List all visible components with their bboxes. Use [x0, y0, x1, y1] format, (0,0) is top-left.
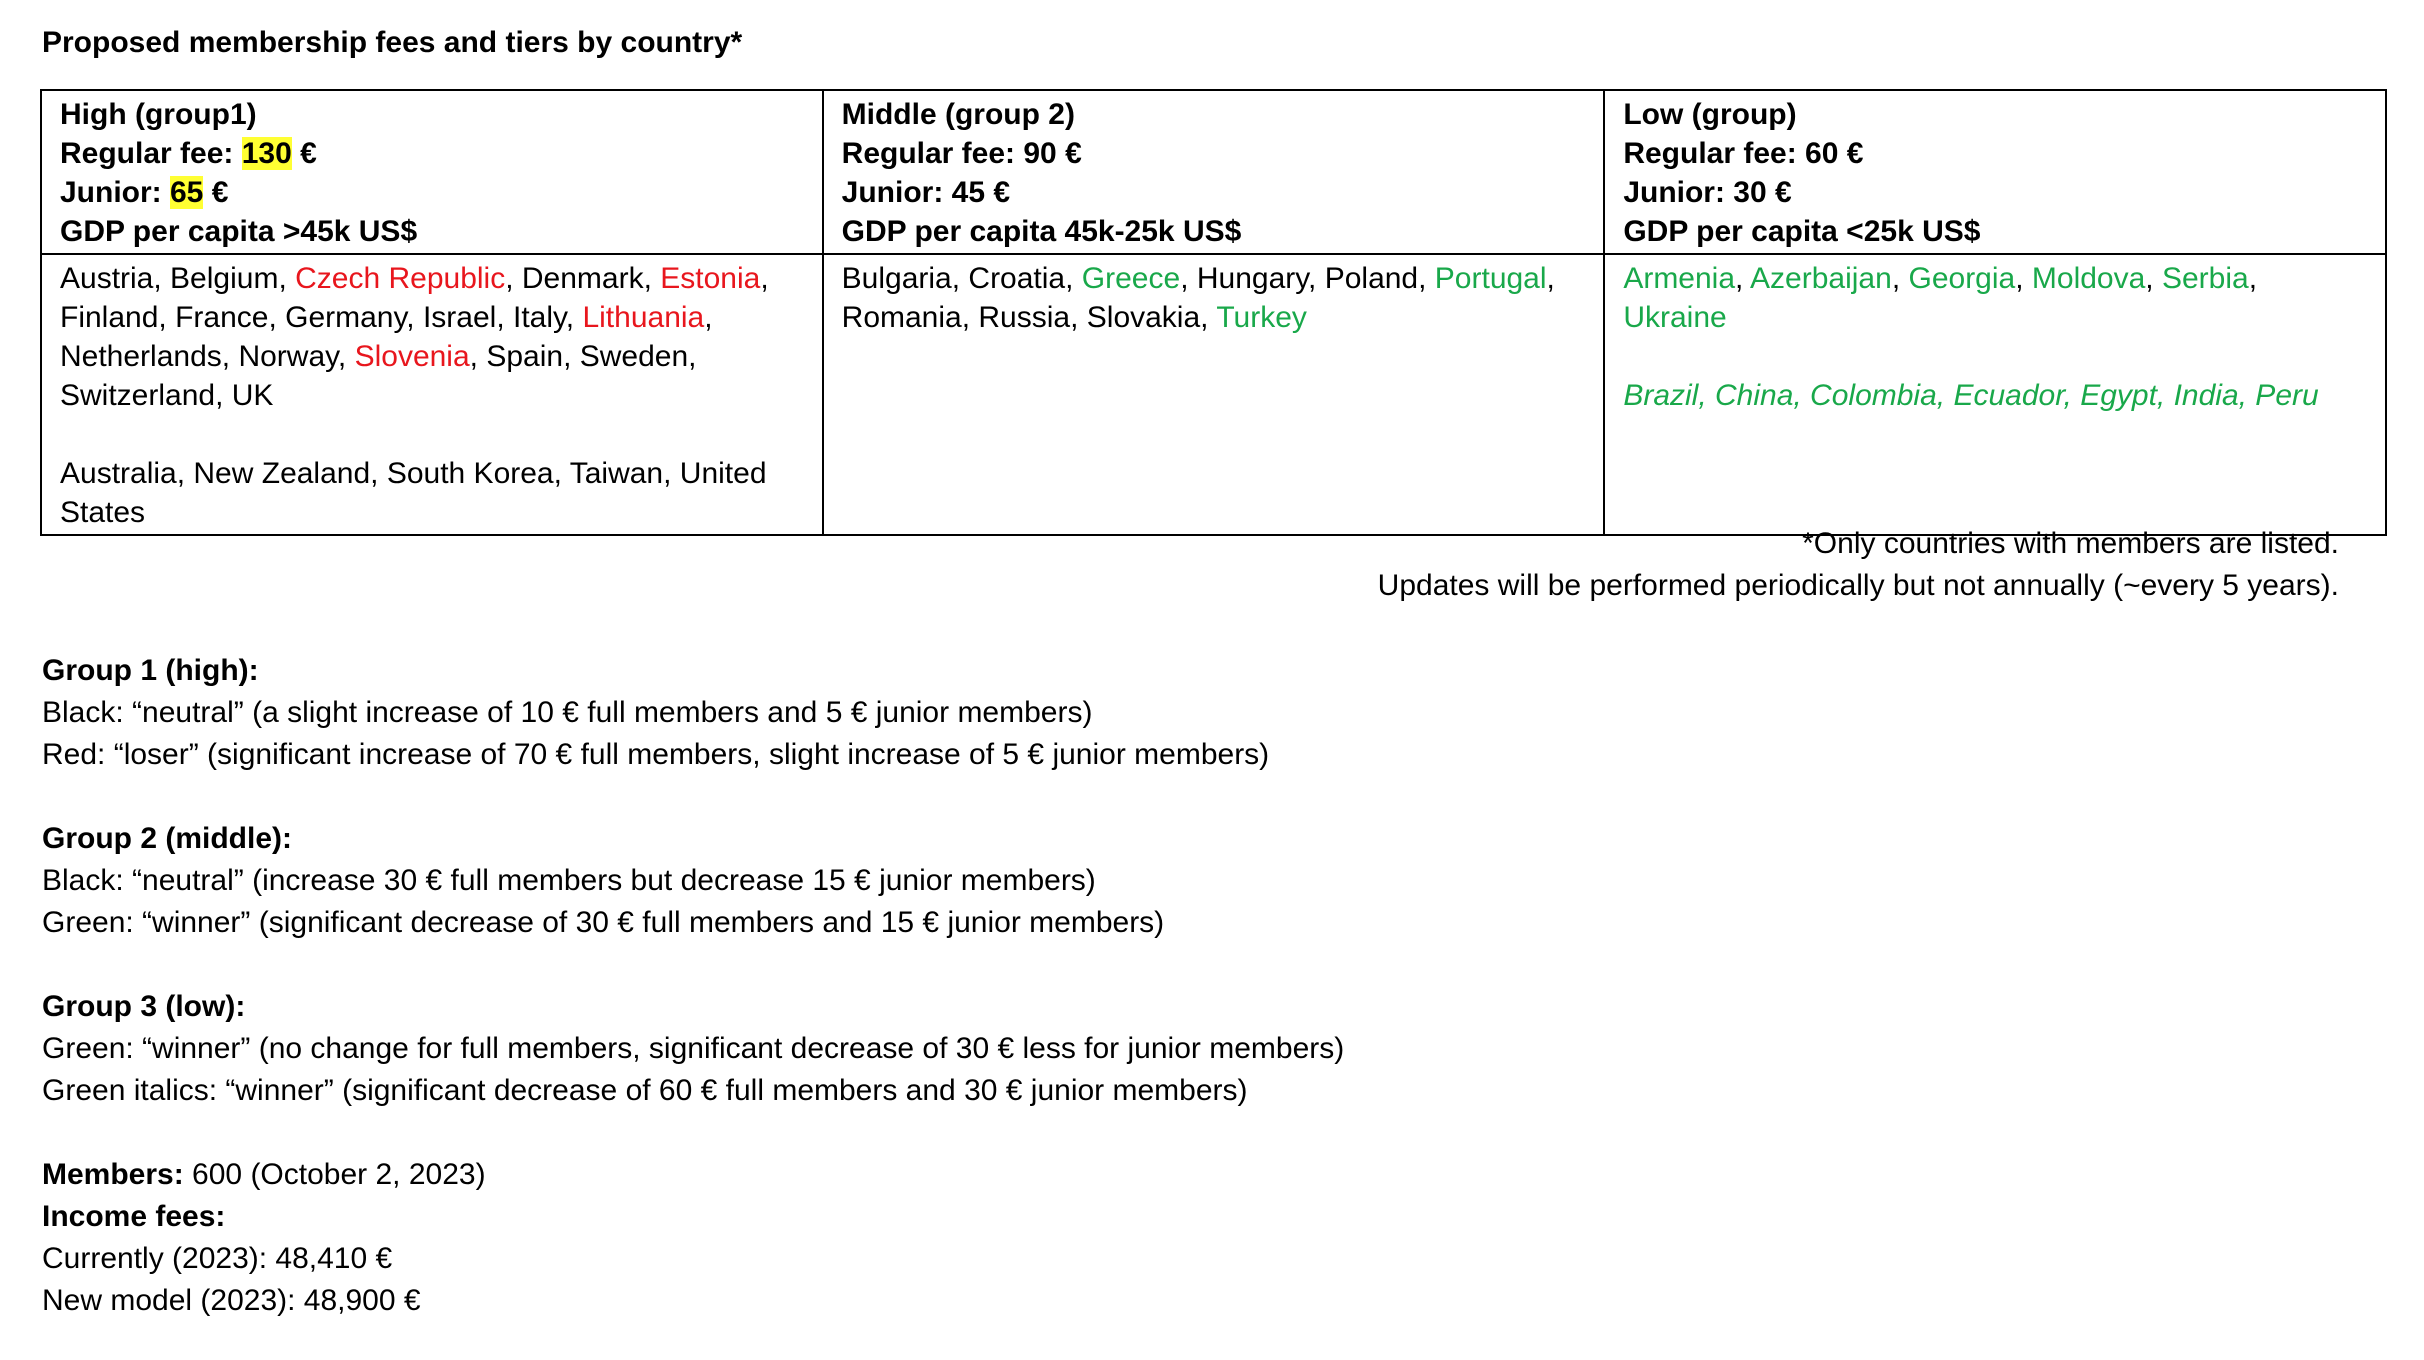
income-current: Currently (2023): 48,410 € [42, 1242, 393, 1275]
tier-low-header [1604, 90, 2386, 254]
tier-low-name: Low (group) [1623, 98, 1797, 131]
legend [42, 650, 1344, 1322]
group-3-line-winner: Green: “winner” (no change for full members, significant decrease of 30 € less for junior members) [42, 1032, 1345, 1065]
tier-high-name: High (group1) [60, 98, 257, 131]
tier-low-gdp: GDP per capita <25k US$ [1623, 215, 1981, 248]
country-list-low: Armenia, Azerbaijan, Georgia, Moldova, Serbia, Ukraine [1623, 262, 2258, 334]
document-title: Proposed membership fees and tiers by country* [42, 26, 743, 59]
group-3-heading: Group 3 (low): [42, 990, 246, 1023]
income-fees-label: Income fees: [42, 1200, 226, 1233]
tier-middle-junior-fee: Junior: 45 € [841, 176, 1011, 209]
group-2-line-neutral: Black: “neutral” (increase 30 € full members but decrease 15 € junior members) [42, 864, 1096, 897]
tier-middle-countries [823, 254, 1605, 535]
tier-high-junior-fee: Junior: 65 € [60, 176, 229, 209]
members-value: 600 (October 2, 2023) [183, 1158, 486, 1191]
highlighted-fee: 65 [170, 176, 204, 209]
footnote-updates: Updates will be performed periodically but not annually (~every 5 years). [1377, 569, 2339, 602]
members-line [42, 1154, 1344, 1196]
group-1-heading: Group 1 (high): [42, 654, 259, 687]
tier-high-gdp: GDP per capita >45k US$ [60, 215, 418, 248]
footnote-members-listed: *Only countries with members are listed. [1802, 527, 2339, 560]
tier-middle-gdp: GDP per capita 45k-25k US$ [841, 215, 1242, 248]
tiers-header-row [41, 90, 2386, 254]
group-1-line-neutral: Black: “neutral” (a slight increase of 10 € full members and 5 € junior members) [42, 696, 1093, 729]
group-1-line-loser: Red: “loser” (significant increase of 70 € full members, slight increase of 5 € junior members) [42, 738, 1270, 771]
tier-high-regular-fee: Regular fee: 130 € [60, 137, 317, 170]
tier-high-header [41, 90, 823, 254]
tiers-table [40, 89, 2387, 536]
tier-high-countries [41, 254, 823, 535]
tier-low-countries [1604, 254, 2386, 535]
tiers-countries-row [41, 254, 2386, 535]
group-2-line-winner: Green: “winner” (significant decrease of 30 € full members and 15 € junior members) [42, 906, 1165, 939]
income-new-model: New model (2023): 48,900 € [42, 1284, 421, 1317]
tier-middle-name: Middle (group 2) [841, 98, 1075, 131]
country-list-low-extra: Brazil, China, Colombia, Ecuador, Egypt, India, Peru [1623, 379, 2319, 412]
tier-middle-regular-fee: Regular fee: 90 € [841, 137, 1082, 170]
country-list-high-extra: Australia, New Zealand, South Korea, Taiwan, United States [60, 457, 767, 529]
footnotes [1378, 523, 2339, 607]
highlighted-fee: 130 [241, 137, 292, 170]
members-label: Members: [42, 1158, 184, 1191]
tier-middle-header [823, 90, 1605, 254]
group-3-line-winner-italics: Green italics: “winner” (significant decrease of 60 € full members and 30 € junior members) [42, 1074, 1248, 1107]
tier-low-regular-fee: Regular fee: 60 € [1623, 137, 1864, 170]
group-2-heading: Group 2 (middle): [42, 822, 292, 855]
country-list-high: Austria, Belgium, Czech Republic, Denmark, Estonia, Finland, France, Germany, Israel, Italy, Lithuania, Netherlands, Norway, Slovenia, Spain, Sweden, Switzerland, UK [60, 262, 769, 412]
country-list-middle: Bulgaria, Croatia, Greece, Hungary, Poland, Portugal, Romania, Russia, Slovakia, Turkey [841, 262, 1555, 334]
tier-low-junior-fee: Junior: 30 € [1623, 176, 1792, 209]
